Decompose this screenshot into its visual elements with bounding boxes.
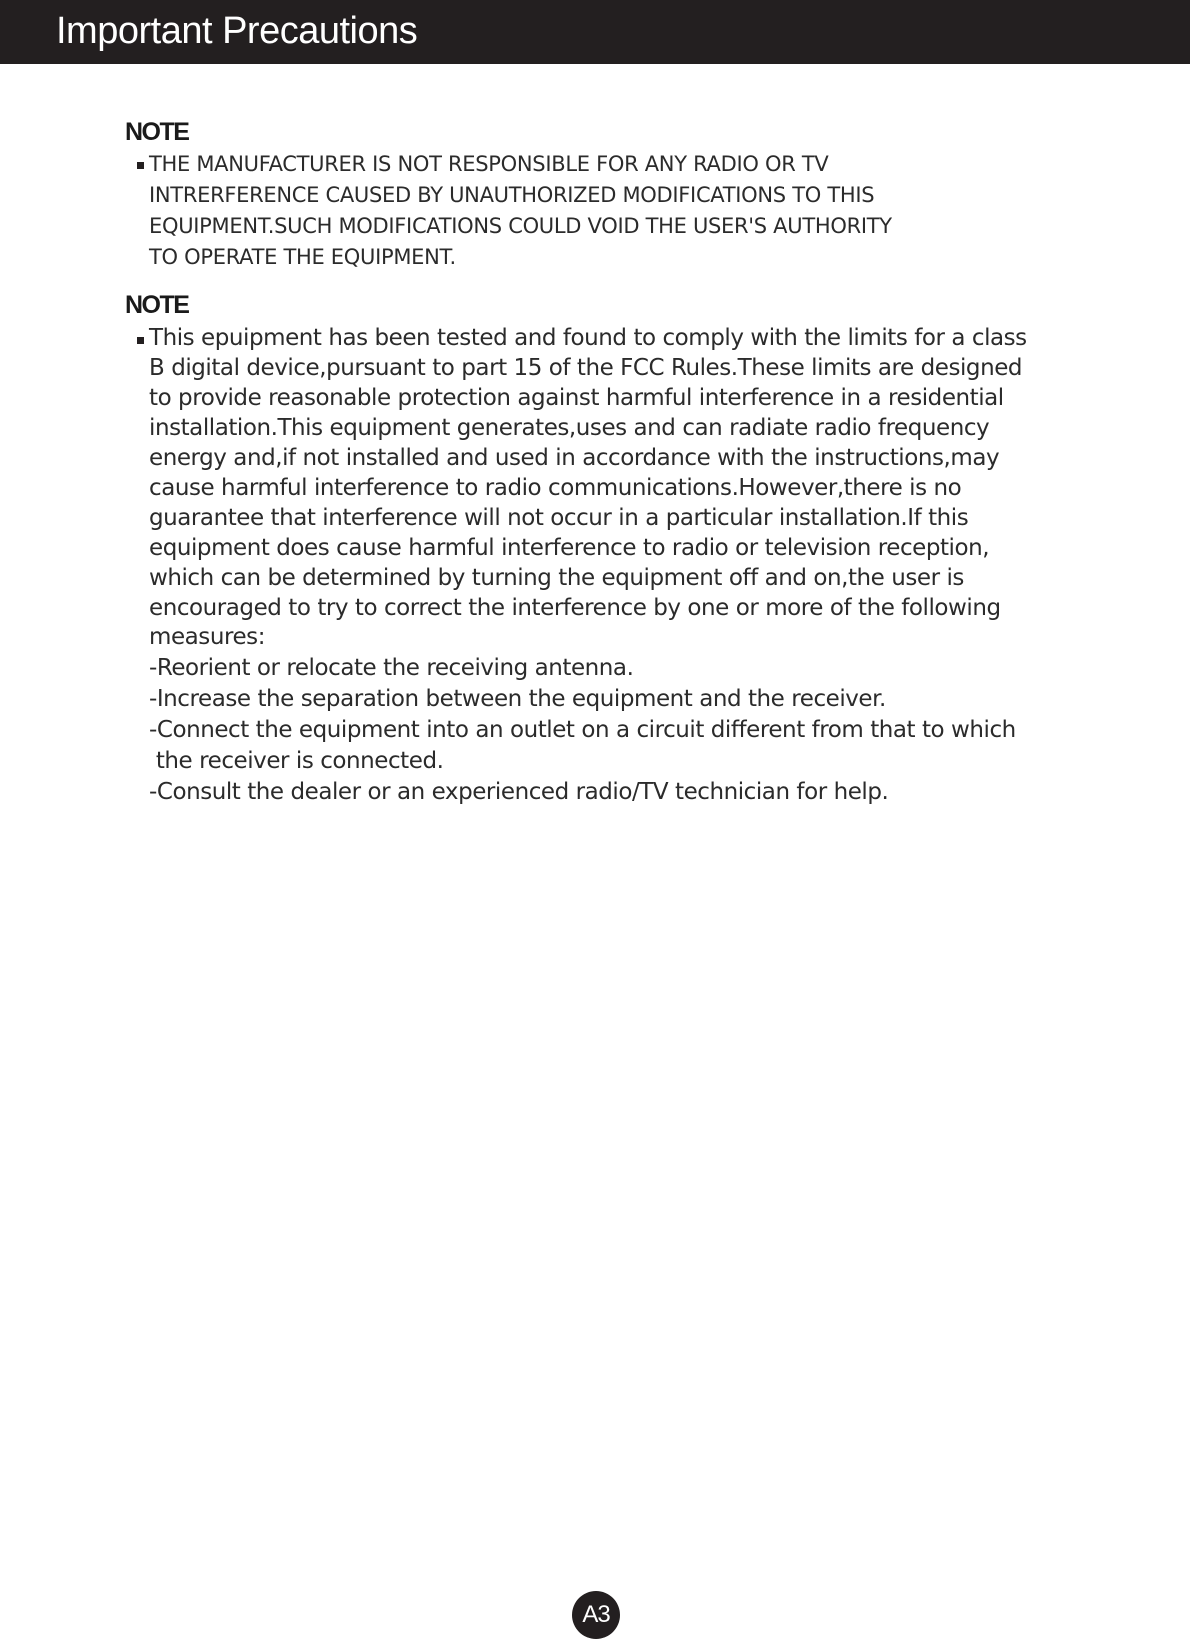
- note-text-line: energy and,if not installed and used in accordance with the instructions,may: [149, 445, 1000, 471]
- measure-item: -Reorient or relocate the receiving antenna.: [149, 655, 634, 681]
- note-text-line: THE MANUFACTURER IS NOT RESPONSIBLE FOR ANY RADIO OR TV: [149, 152, 829, 176]
- measure-item: -Connect the equipment into an outlet on a circuit different from that to which: [149, 717, 1016, 743]
- note-text-line: This epuipment has been tested and found to comply with the limits for a class: [149, 325, 1027, 351]
- note-text-line: to provide reasonable protection against harmful interference in a residential: [149, 385, 1004, 411]
- note-text-line: guarantee that interference will not occur in a particular installation.If this: [149, 505, 969, 531]
- note-text-line: encouraged to try to correct the interference by one or more of the following: [149, 595, 1001, 621]
- note-text-line: TO OPERATE THE EQUIPMENT.: [149, 245, 456, 269]
- bullet-square-icon: [137, 337, 144, 344]
- note-text-line: EQUIPMENT.SUCH MODIFICATIONS COULD VOID THE USER'S AUTHORITY: [149, 214, 892, 238]
- bullet-square-icon: [137, 162, 144, 169]
- note-text-line: which can be determined by turning the equipment off and on,the user is: [149, 565, 964, 591]
- header-bar: [0, 0, 1190, 64]
- note-text-line: installation.This equipment generates,uses and can radiate radio frequency: [149, 415, 990, 441]
- measure-item: -Consult the dealer or an experienced radio/TV technician for help.: [149, 779, 889, 805]
- note-text-line: measures:: [149, 624, 265, 650]
- note-text-line: B digital device,pursuant to part 15 of the FCC Rules.These limits are designed: [149, 355, 1023, 381]
- note-text-line: INTRERFERENCE CAUSED BY UNAUTHORIZED MODIFICATIONS TO THIS: [149, 183, 875, 207]
- note-heading: NOTE: [125, 291, 189, 319]
- note-heading: NOTE: [125, 118, 189, 146]
- measure-item: -Increase the separation between the equipment and the receiver.: [149, 686, 886, 712]
- page-number-badge: A3: [572, 1591, 620, 1639]
- measure-item-continuation: the receiver is connected.: [149, 748, 444, 774]
- note-text-line: cause harmful interference to radio communications.However,there is no: [149, 475, 962, 501]
- page-title: Important Precautions: [56, 10, 418, 52]
- note-text-line: equipment does cause harmful interference to radio or television reception,: [149, 535, 990, 561]
